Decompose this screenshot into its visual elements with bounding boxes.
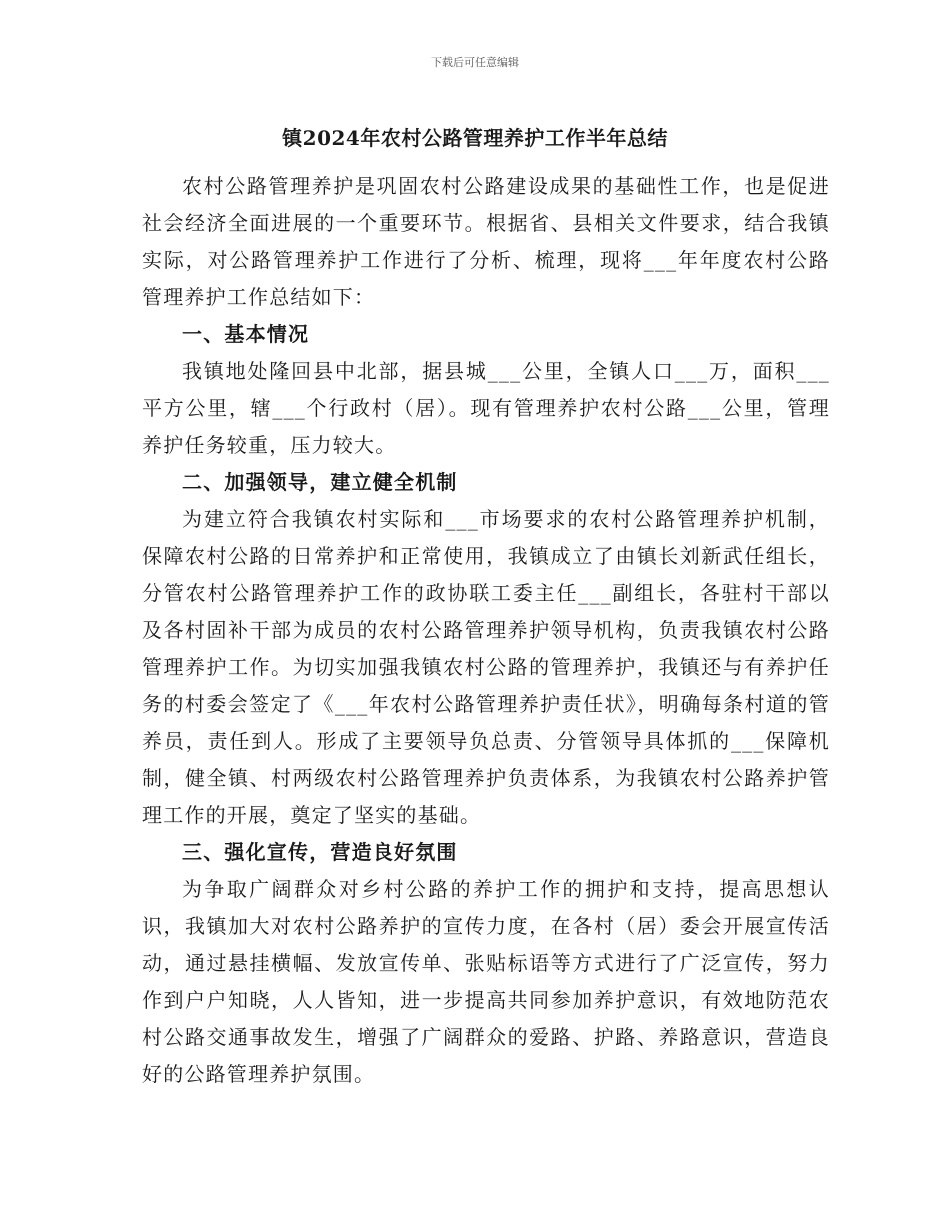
page-header-note: 下载后可任意编辑 — [431, 56, 519, 69]
section-heading-leadership: 二、加强领导，建立健全机制 — [182, 470, 458, 494]
document-title: 镇2024年农村公路管理养护工作半年总结 — [282, 126, 668, 150]
document-body — [142, 168, 830, 1093]
section-heading-publicity: 三、强化宣传，营造良好氛围 — [182, 840, 458, 864]
intro-paragraph: 农村公路管理养护是巩固农村公路建设成果的基础性工作，也是促进社会经济全面进展的一个重要环节。根据省、县相关文件要求，结合我镇实际，对公路管理养护工作进行了分析、梳理，现将___年年度农村公路管理养护工作总结如下： — [142, 174, 830, 309]
section-paragraph-basic-info: 我镇地处隆回县中北部，据县城___公里，全镇人口___万，面积___平方公里，辖___个行政村（居）。现有管理养护农村公路___公里，管理养护任务较重，压力较大。 — [142, 359, 830, 457]
section-paragraph-publicity: 为争取广阔群众对乡村公路的养护工作的拥护和支持，提高思想认识，我镇加大对农村公路养护的宣传力度，在各村（居）委会开展宣传活动，通过悬挂横幅、发放宣传单、张贴标语等方式进行了广泛宣传，努力作到户户知晓，人人皆知，进一步提高共同参加养护意识，有效地防范农村公路交通事故发生，增强了广阔群众的爱路、护路、养路意识，营造良好的公路管理养护氛围。 — [142, 877, 830, 1086]
section-heading-basic-info: 一、基本情况 — [182, 322, 310, 346]
section-paragraph-leadership: 为建立符合我镇农村实际和___市场要求的农村公路管理养护机制，保障农村公路的日常养护和正常使用，我镇成立了由镇长刘新武任组长，分管农村公路管理养护工作的政协联工委主任___副组长，各驻村干部以及各村固补干部为成员的农村公路管理养护领导机构，负责我镇农村公路管理养护工作。为切实加强我镇农村公路的管理养护，我镇还与有养护任务的村委会签定了《___年农村公路管理养护责任状》，明确每条村道的管养员，责任到人。形成了主要领导负总责、分管领导具体抓的___保障机制，健全镇、村两级农村公路管理养护负责体系，为我镇农村公路养护管理工作的开展，奠定了坚实的基础。 — [142, 507, 830, 827]
